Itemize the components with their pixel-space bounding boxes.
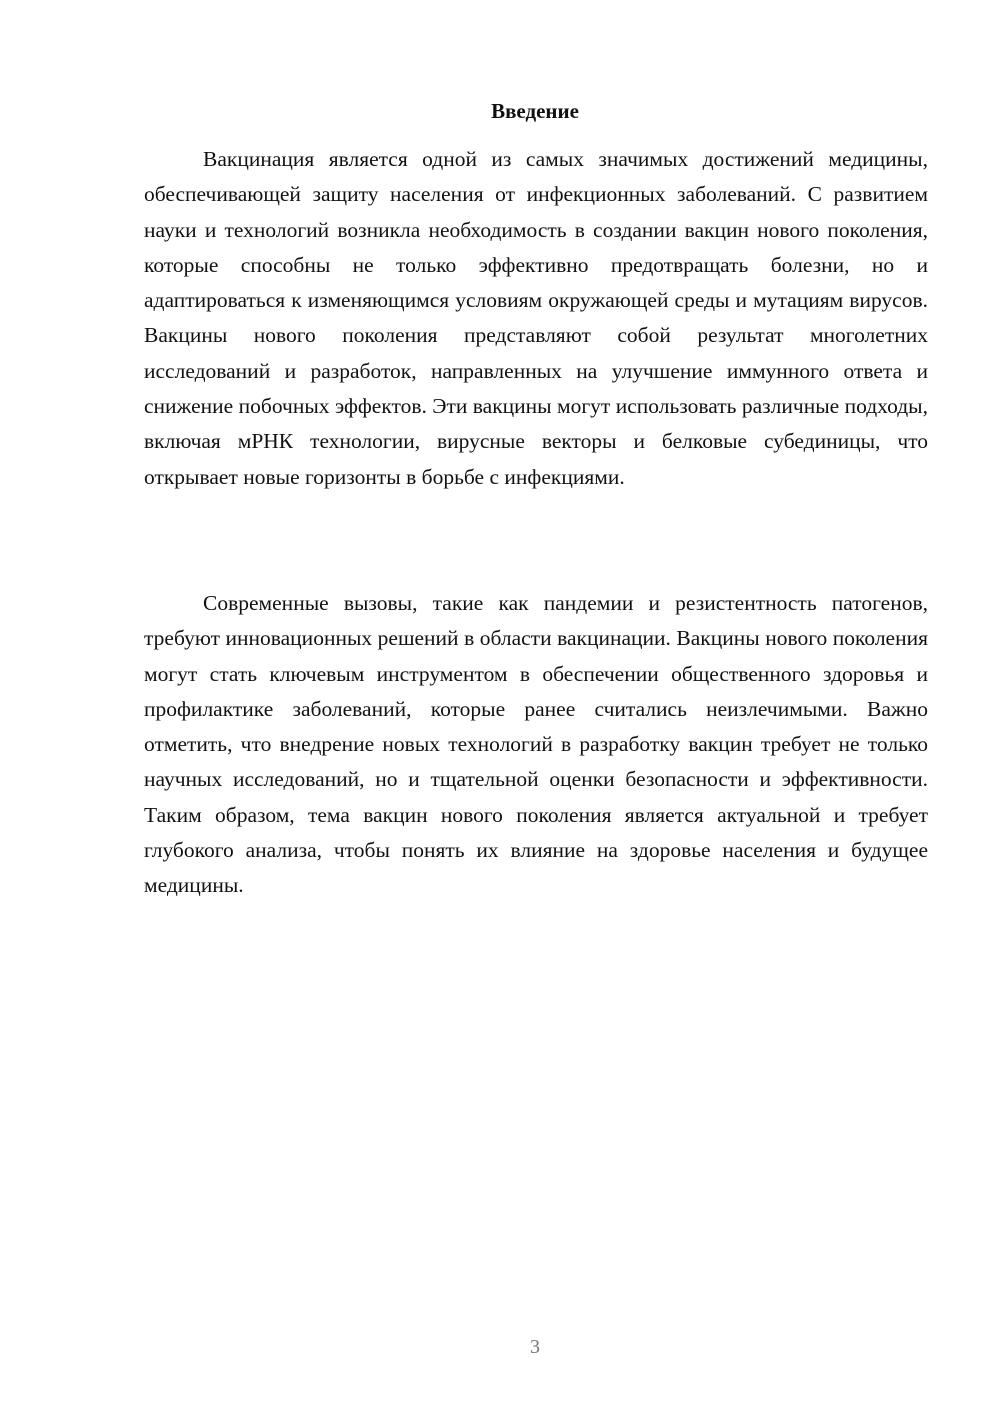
section-title: Введение (491, 99, 579, 123)
page-number: 3 (530, 1336, 540, 1358)
paragraph-block-1 (144, 142, 928, 495)
paragraph-block-2 (144, 586, 928, 904)
paragraph-1: Вакцинация является одной из самых значимых достижений медицины, обеспечивающей защиту населения от инфекционных заболеваний. С развитием науки и технологий возникла необходимость в создании вакцин нового поколения, которые способны не только эффективно предотвращать болезни, но и адаптироваться к изменяющимся условиям окружающей среды и мутациям вирусов. Вакцины нового поколения представляют собой результат многолетних исследований и разработок, направленных на улучшение иммунного ответа и снижение побочных эффектов. Эти вакцины могут использовать различные подходы, включая мРНК технологии, вирусные векторы и белковые субединицы, что открывает новые горизонты в борьбе с инфекциями. (144, 147, 928, 489)
paragraph-2: Современные вызовы, такие как пандемии и резистентность патогенов, требуют инновационных решений в области вакцинации. Вакцины нового поколения могут стать ключевым инструментом в обеспечении общественного здоровья и профилактике заболеваний, которые ранее считались неизлечимыми. Важно отметить, что внедрение новых технологий в разработку вакцин требует не только научных исследований, но и тщательной оценки безопасности и эффективности. Таким образом, тема вакцин нового поколения является актуальной и требует глубокого анализа, чтобы понять их влияние на здоровье населения и будущее медицины. (144, 591, 928, 898)
